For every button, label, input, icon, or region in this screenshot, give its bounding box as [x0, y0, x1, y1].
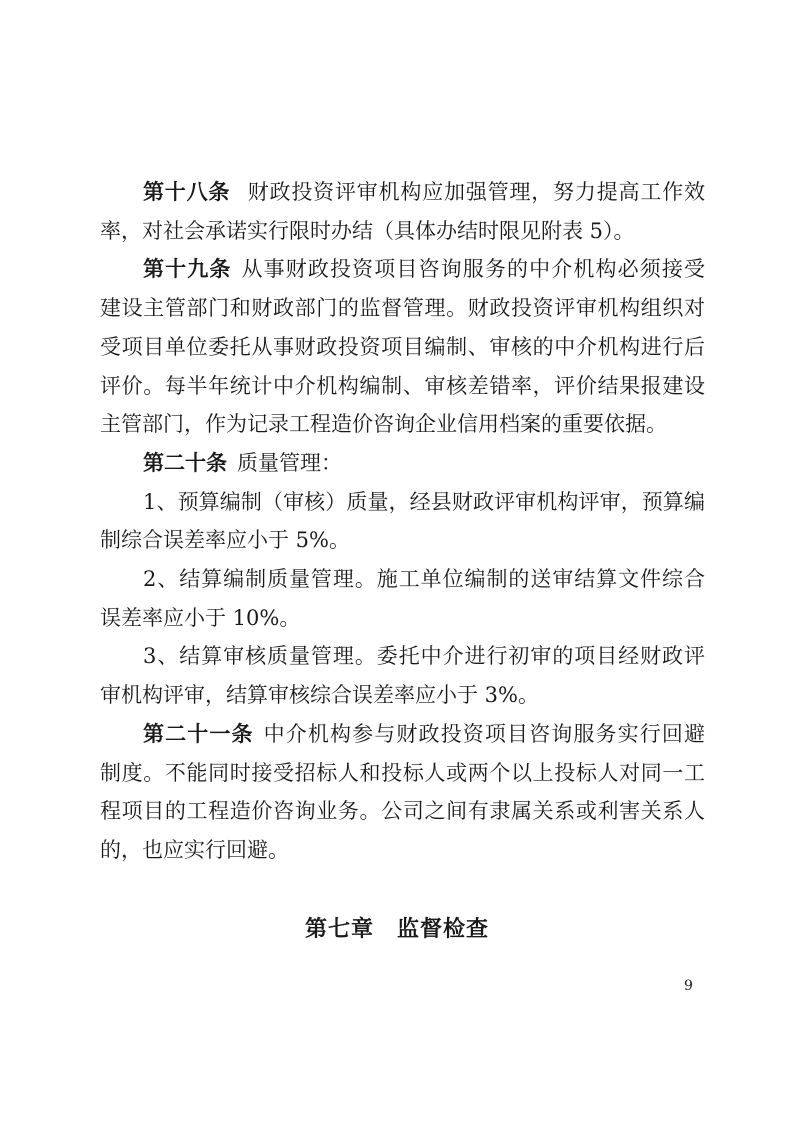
page-number: 9 [684, 978, 693, 994]
line-text: 主管部门，作为记录工程造价咨询企业信用档案的重要依据。 [100, 412, 667, 437]
line-text: 审机构评审，结算审核综合误差率应小于 3%。 [100, 683, 539, 708]
line-text: 1、预算编制（审核）质量，经县财政评审机构评审，预算编 [143, 489, 705, 514]
line-text: 率，对社会承诺实行限时办结（具体办结时限见附表 5）。 [100, 218, 635, 243]
line-text: 建设主管部门和财政部门的监督管理。财政投资评审机构组织对 [100, 296, 705, 321]
paragraph-line [143, 719, 705, 749]
line-text: 评价。每半年统计中介机构编制、审核差错率，评价结果报建设 [100, 373, 705, 398]
article-number: 第二十一条 [143, 720, 254, 746]
paragraph-line [100, 758, 705, 788]
article-number: 第十九条 [143, 256, 232, 282]
line-text: 误差率应小于 10%。 [100, 605, 301, 630]
paragraph-line [143, 177, 705, 207]
line-text: 财政投资评审机构应加强管理，努力提高工作效 [240, 180, 705, 204]
line-text: 制度。不能同时接受招标人和投标人或两个以上投标人对同一工 [100, 760, 705, 785]
line-text: 的，也应实行回避。 [100, 837, 289, 862]
chapter-heading: 第七章 监督检查 [304, 916, 489, 942]
article-number: 第十八条 [143, 179, 231, 204]
line-text: 3、结算审核质量管理。委托中介进行初审的项目经财政评 [143, 644, 705, 669]
paragraph-line [143, 254, 705, 284]
paragraph-line [143, 448, 705, 478]
paragraph-line [100, 796, 705, 826]
paragraph-line [100, 293, 705, 323]
line-text: 从事财政投资项目咨询服务的中介机构必须接受 [241, 257, 705, 282]
line-text: 受项目单位委托从事财政投资项目编制、审核的中介机构进行后 [100, 334, 705, 359]
line-text: 制综合误差率应小于 5%。 [100, 528, 350, 553]
paragraph-line [100, 603, 705, 633]
line-text: 2、结算编制质量管理。施工单位编制的送审结算文件综合 [143, 567, 705, 591]
paragraph-line [100, 835, 705, 865]
line-text: 程项目的工程造价咨询业务。公司之间有隶属关系或利害关系人 [100, 799, 705, 824]
paragraph-line [100, 371, 705, 401]
line-text: 中介机构参与财政投资项目咨询服务实行回避 [263, 721, 705, 746]
paragraph-line [100, 216, 705, 246]
article-number: 第二十条 [143, 449, 227, 475]
paragraph-line [143, 564, 705, 594]
paragraph-line [143, 487, 705, 517]
paragraph-line [143, 641, 705, 671]
paragraph-line [100, 409, 705, 439]
paragraph-line [100, 332, 705, 362]
paragraph-line [100, 680, 705, 710]
line-text: 质量管理： [237, 450, 342, 475]
paragraph-line [100, 525, 705, 555]
